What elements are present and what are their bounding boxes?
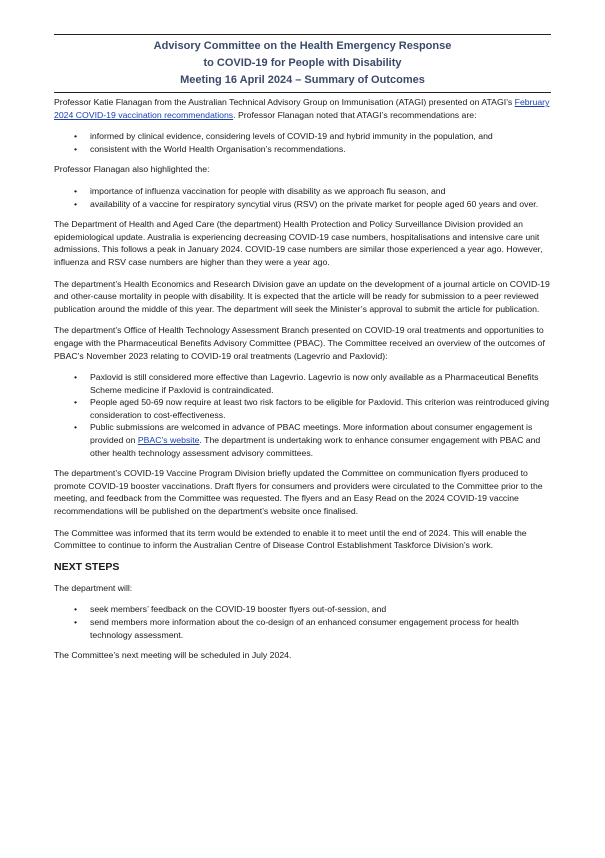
document-body bbox=[54, 96, 551, 671]
header-title-line-1: Advisory Committee on the Health Emergency Response bbox=[153, 40, 452, 52]
list-item bbox=[54, 143, 551, 156]
bullet-icon: • bbox=[74, 131, 78, 142]
bullet-icon: • bbox=[74, 198, 78, 209]
bullet-icon: • bbox=[74, 422, 78, 433]
next-steps-intro: The department will: bbox=[54, 582, 133, 593]
header-title-line-2: to COVID-19 for People with Disability bbox=[203, 57, 402, 69]
list-item bbox=[54, 603, 551, 616]
paragraph-flyers: The department’s COVID-19 Vaccine Program Division briefly updated the Committee on communication flyers produced to promote COVID-19 booster vaccinations. Draft flyers for consumers and providers were circulated to the Committee prior to the meeting, and feedback from the Committee was requested. The flyers and an Easy Read on the 2024 COVID-19 vaccine recommendations will be published on the department’s website once finalised. bbox=[54, 468, 543, 517]
list-item bbox=[54, 185, 551, 198]
next-steps-list bbox=[54, 603, 551, 641]
paragraph-term-extension: The Committee was informed that its term would be extended to enable it to meet until the end of 2024. This will enable the Committee to continue to inform the Australian Centre of Disease Control Establishment Taskforce Division’s work. bbox=[54, 527, 527, 551]
paragraph-highlights-intro: Professor Flanagan also highlighted the: bbox=[54, 164, 210, 175]
list-item bbox=[54, 130, 551, 143]
next-steps-heading: NEXT STEPS bbox=[54, 560, 120, 573]
list-item-text: consistent with the World Health Organisation’s recommendations. bbox=[90, 143, 346, 154]
list-item-text: People aged 50-69 now require at least two risk factors to be eligible for Paxlovid. This criterion was reintroduced giving consideration to cost-effectiveness. bbox=[90, 397, 550, 420]
paragraph-atagi bbox=[54, 96, 551, 121]
bullet-icon: • bbox=[74, 397, 78, 408]
list-item-text-2: . The department is undertaking work to enhance consumer engagement with PBAC and other health technology assessment advisory committees. bbox=[90, 435, 541, 458]
list-item bbox=[54, 421, 551, 459]
list-item-text: Paxlovid is still considered more effective than Lagevrio. Lagevrio is now only available as a Pharmaceutical Benefits Scheme medicine if Paxlovid is contraindicated. bbox=[90, 372, 539, 395]
bullet-icon: • bbox=[74, 617, 78, 627]
list-item-text: send members more information about the co-design of an enhanced consumer engagement process for health technology assessment. bbox=[90, 617, 519, 640]
paragraph-epidemiology: The Department of Health and Aged Care (the department) Health Protection and Policy Surveillance Division provided an epidemiological update. Australia is experiencing decreasing COVID-19 case numbers, hospitalisations and intensive care unit admissions. This follows a peak in January 2024. COVID-19 case numbers are similar those experienced a year ago. However, influenza and RSV case numbers are higher than they were a year ago. bbox=[54, 219, 543, 267]
pbac-website-link[interactable]: PBAC’s website bbox=[137, 435, 200, 446]
list-item-text-1: Public submissions are welcomed in advance of PBAC meetings. More information about consumer engagement is provided on bbox=[90, 422, 533, 446]
header-title-line-3: Meeting 16 April 2024 – Summary of Outcomes bbox=[180, 74, 425, 86]
paragraph-oral-treatments: The department’s Office of Health Technology Assessment Branch presented on COVID-19 oral treatments and opportunities to engage with the Pharmaceutical Benefits Advisory Committee (PBAC). The Committee received an overview of the outcomes of PBAC’s November 2023 relating to COVID-19 oral treatments (Lagevrio and Paxlovid): bbox=[54, 325, 545, 361]
atagi-recommendations-link[interactable]: February 2024 COVID-19 vaccination recommendations bbox=[54, 97, 550, 120]
oral-treatments-list bbox=[54, 371, 551, 459]
highlights-list bbox=[54, 185, 551, 210]
atagi-recommendations-list bbox=[54, 130, 551, 155]
bullet-icon: • bbox=[74, 372, 78, 383]
list-item-text: availability of a vaccine for respiratory syncytial virus (RSV) on the private market for people aged 60 years and over. bbox=[90, 198, 539, 209]
bullet-icon: • bbox=[74, 604, 78, 615]
bullet-icon: • bbox=[74, 185, 78, 196]
list-item bbox=[54, 396, 551, 421]
list-item bbox=[54, 616, 551, 641]
paragraph-next-meeting: The Committee’s next meeting will be scheduled in July 2024. bbox=[54, 650, 292, 661]
list-item-text: importance of influenza vaccination for people with disability as we approach flu season, and bbox=[90, 185, 446, 196]
list-item-text: informed by clinical evidence, considering levels of COVID-19 and hybrid immunity in the population, and bbox=[90, 131, 493, 142]
list-item-text: seek members’ feedback on the COVID-19 booster flyers out-of-session, and bbox=[90, 604, 387, 615]
list-item bbox=[54, 198, 551, 211]
paragraph-atagi-text-2: . Professor Flanagan noted that ATAGI’s recommendations are: bbox=[233, 109, 477, 120]
paragraph-journal-article: The department’s Health Economics and Research Division gave an update on the development of a journal article on COVID-19 and other-cause mortality in people with disability. It is expected that the article will be ready for submission to a peer reviewed publication around the middle of this year. The department will seek the Minister’s approval to submit the article for publication. bbox=[54, 278, 550, 314]
paragraph-atagi-text-1: Professor Katie Flanagan from the Australian Technical Advisory Group on Immunisation (ATAGI) presented on ATAGI’s bbox=[54, 97, 515, 107]
bullet-icon: • bbox=[74, 143, 78, 154]
document-header bbox=[54, 34, 551, 93]
list-item bbox=[54, 371, 551, 396]
